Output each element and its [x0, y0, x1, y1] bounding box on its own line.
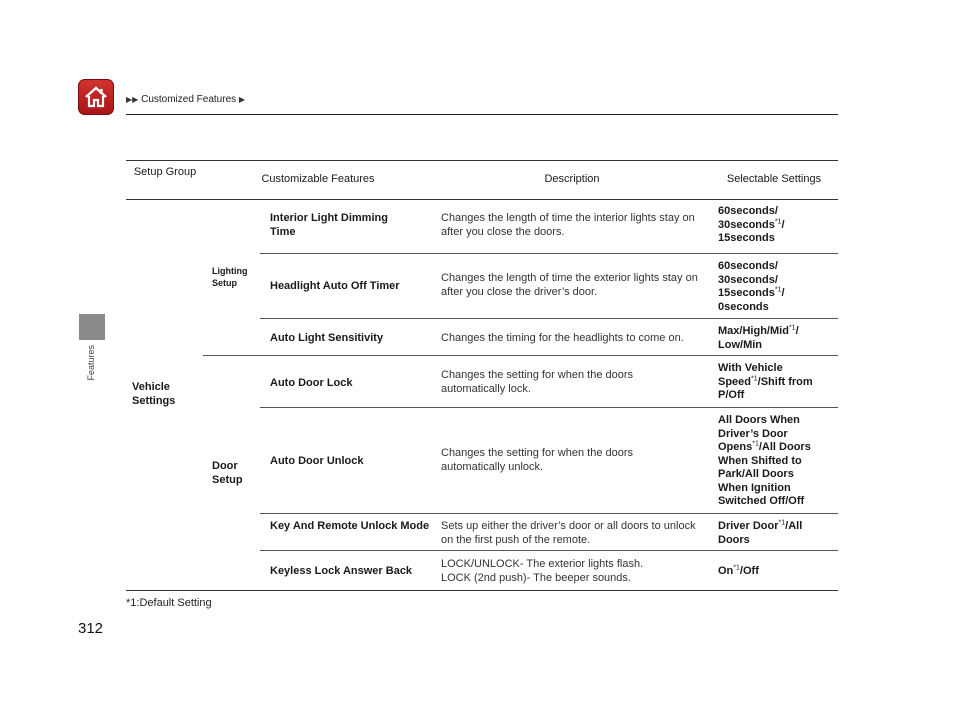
table-top-rule: [126, 160, 838, 161]
row-divider: [260, 513, 838, 514]
setting-option: All Doors: [718, 520, 803, 546]
feature-name: Keyless Lock Answer Back: [270, 565, 413, 577]
header-description: Description: [544, 173, 600, 185]
default-mark: *1: [778, 519, 786, 527]
setting-option: Driver Door: [718, 520, 779, 532]
setting-option: Max: [718, 325, 740, 337]
row-divider: [260, 407, 838, 408]
default-mark: *1: [788, 324, 796, 332]
feature-settings: 60seconds/ 30seconds/ 15seconds$^{*1}$/ 0seconds: [718, 260, 785, 313]
table-header-rule: [126, 199, 838, 200]
footnote: *1:Default Setting: [126, 597, 212, 609]
feature-settings: 60seconds/ 30seconds$^{*1}$/ 15seconds: [718, 205, 785, 244]
setting-option: All Doors When Driver’s Door Opens: [718, 414, 800, 453]
header-selectable-settings: Selectable Settings: [726, 173, 822, 185]
feature-description: Changes the setting for when the doors automatically unlock.: [441, 447, 634, 473]
feature-name: Interior Light Dimming Time: [270, 212, 388, 238]
setting-option: With Vehicle Speed: [718, 362, 783, 388]
home-icon: [83, 84, 109, 110]
setting-option: All Doors When Ignition Switched Off: [718, 468, 794, 507]
setting-option: 15seconds: [718, 287, 775, 299]
setting-option: Shift from P: [718, 375, 813, 401]
group-vehicle-settings: Vehicle Settings: [132, 381, 176, 407]
setting-option: 30seconds: [718, 218, 775, 231]
feature-name: Auto Door Lock: [270, 377, 353, 389]
feature-description: Changes the setting for when the doors automatically lock.: [441, 369, 634, 395]
header-customizable-features: Customizable Features: [261, 173, 375, 185]
setting-option: 60seconds: [718, 260, 775, 272]
header-setup-group: Setup Group: [133, 166, 197, 178]
feature-description: Changes the length of time the interior lights stay on after you close the doors.: [441, 212, 695, 238]
row-divider: [260, 550, 838, 551]
default-mark: *1: [774, 286, 782, 294]
feature-name: Key And Remote Unlock Mode: [270, 520, 430, 532]
subgroup-door-setup: Door Setup: [212, 460, 243, 486]
setting-option: Low: [718, 338, 740, 351]
header-rule: [126, 114, 838, 115]
feature-settings: All Doors When Driver’s Door Opens$^{*1}$/All Doors When Shifted to Park/All Doors When Ignition Switched Off/Off: [718, 414, 811, 507]
feature-description: Sets up either the driver’s door or all doors to unlock on the first push of the remote.: [441, 520, 696, 546]
setting-option: 15seconds: [718, 232, 775, 244]
setting-option: Off: [788, 495, 805, 507]
default-mark: *1: [733, 564, 740, 572]
sidebar-section-label: Features: [86, 345, 96, 381]
table-bottom-rule: [126, 590, 838, 591]
feature-description: LOCK/UNLOCK- The exterior lights flash. LOCK (2nd push)- The beeper sounds.: [441, 558, 644, 584]
default-mark: *1: [752, 440, 759, 448]
default-mark: *1: [774, 217, 782, 225]
setting-option: 0seconds: [718, 300, 769, 313]
breadcrumb[interactable]: [126, 94, 245, 105]
feature-name: Headlight Auto Off Timer: [270, 280, 400, 292]
setting-option: On: [718, 565, 734, 577]
feature-settings: With Vehicle Speed$^{*1}$/Shift from P/Off: [718, 362, 813, 401]
home-button[interactable]: [78, 79, 114, 115]
feature-name: Auto Door Unlock: [270, 455, 364, 467]
setting-option: Off: [742, 565, 759, 577]
feature-description: Changes the length of time the exterior lights stay on after you close the driver’s door.: [441, 272, 698, 298]
triangle-right-icon: ▶▶: [126, 95, 139, 104]
breadcrumb-link[interactable]: Customized Features: [141, 94, 237, 105]
feature-settings: Driver Door$^{*1}$/All Doors: [718, 519, 803, 546]
setting-option: Mid: [769, 325, 789, 337]
setting-option: 30seconds: [718, 273, 775, 286]
feature-settings: Max/High/Mid$^{*1}$/ Low/Min: [718, 324, 799, 351]
row-divider: [260, 318, 838, 319]
setting-option: High: [742, 325, 767, 337]
default-mark: *1: [751, 374, 758, 382]
setting-option: 60seconds: [718, 205, 775, 217]
subgroup-lighting-setup: Lighting Setup: [212, 266, 248, 288]
setting-option: All Doors When Shifted to Park: [718, 441, 811, 480]
triangle-right-icon: ▶: [238, 95, 246, 104]
feature-description: Changes the timing for the headlights to come on.: [441, 332, 684, 344]
setting-option: Min: [743, 338, 763, 351]
feature-name: Auto Light Sensitivity: [270, 332, 384, 344]
page-number: 312: [78, 620, 104, 637]
group-divider: [203, 355, 838, 356]
setting-option: Off: [728, 389, 745, 401]
feature-settings: On$^{*1}$/Off: [718, 564, 759, 577]
row-divider: [260, 253, 838, 254]
sidebar-section-tab[interactable]: [79, 314, 105, 340]
